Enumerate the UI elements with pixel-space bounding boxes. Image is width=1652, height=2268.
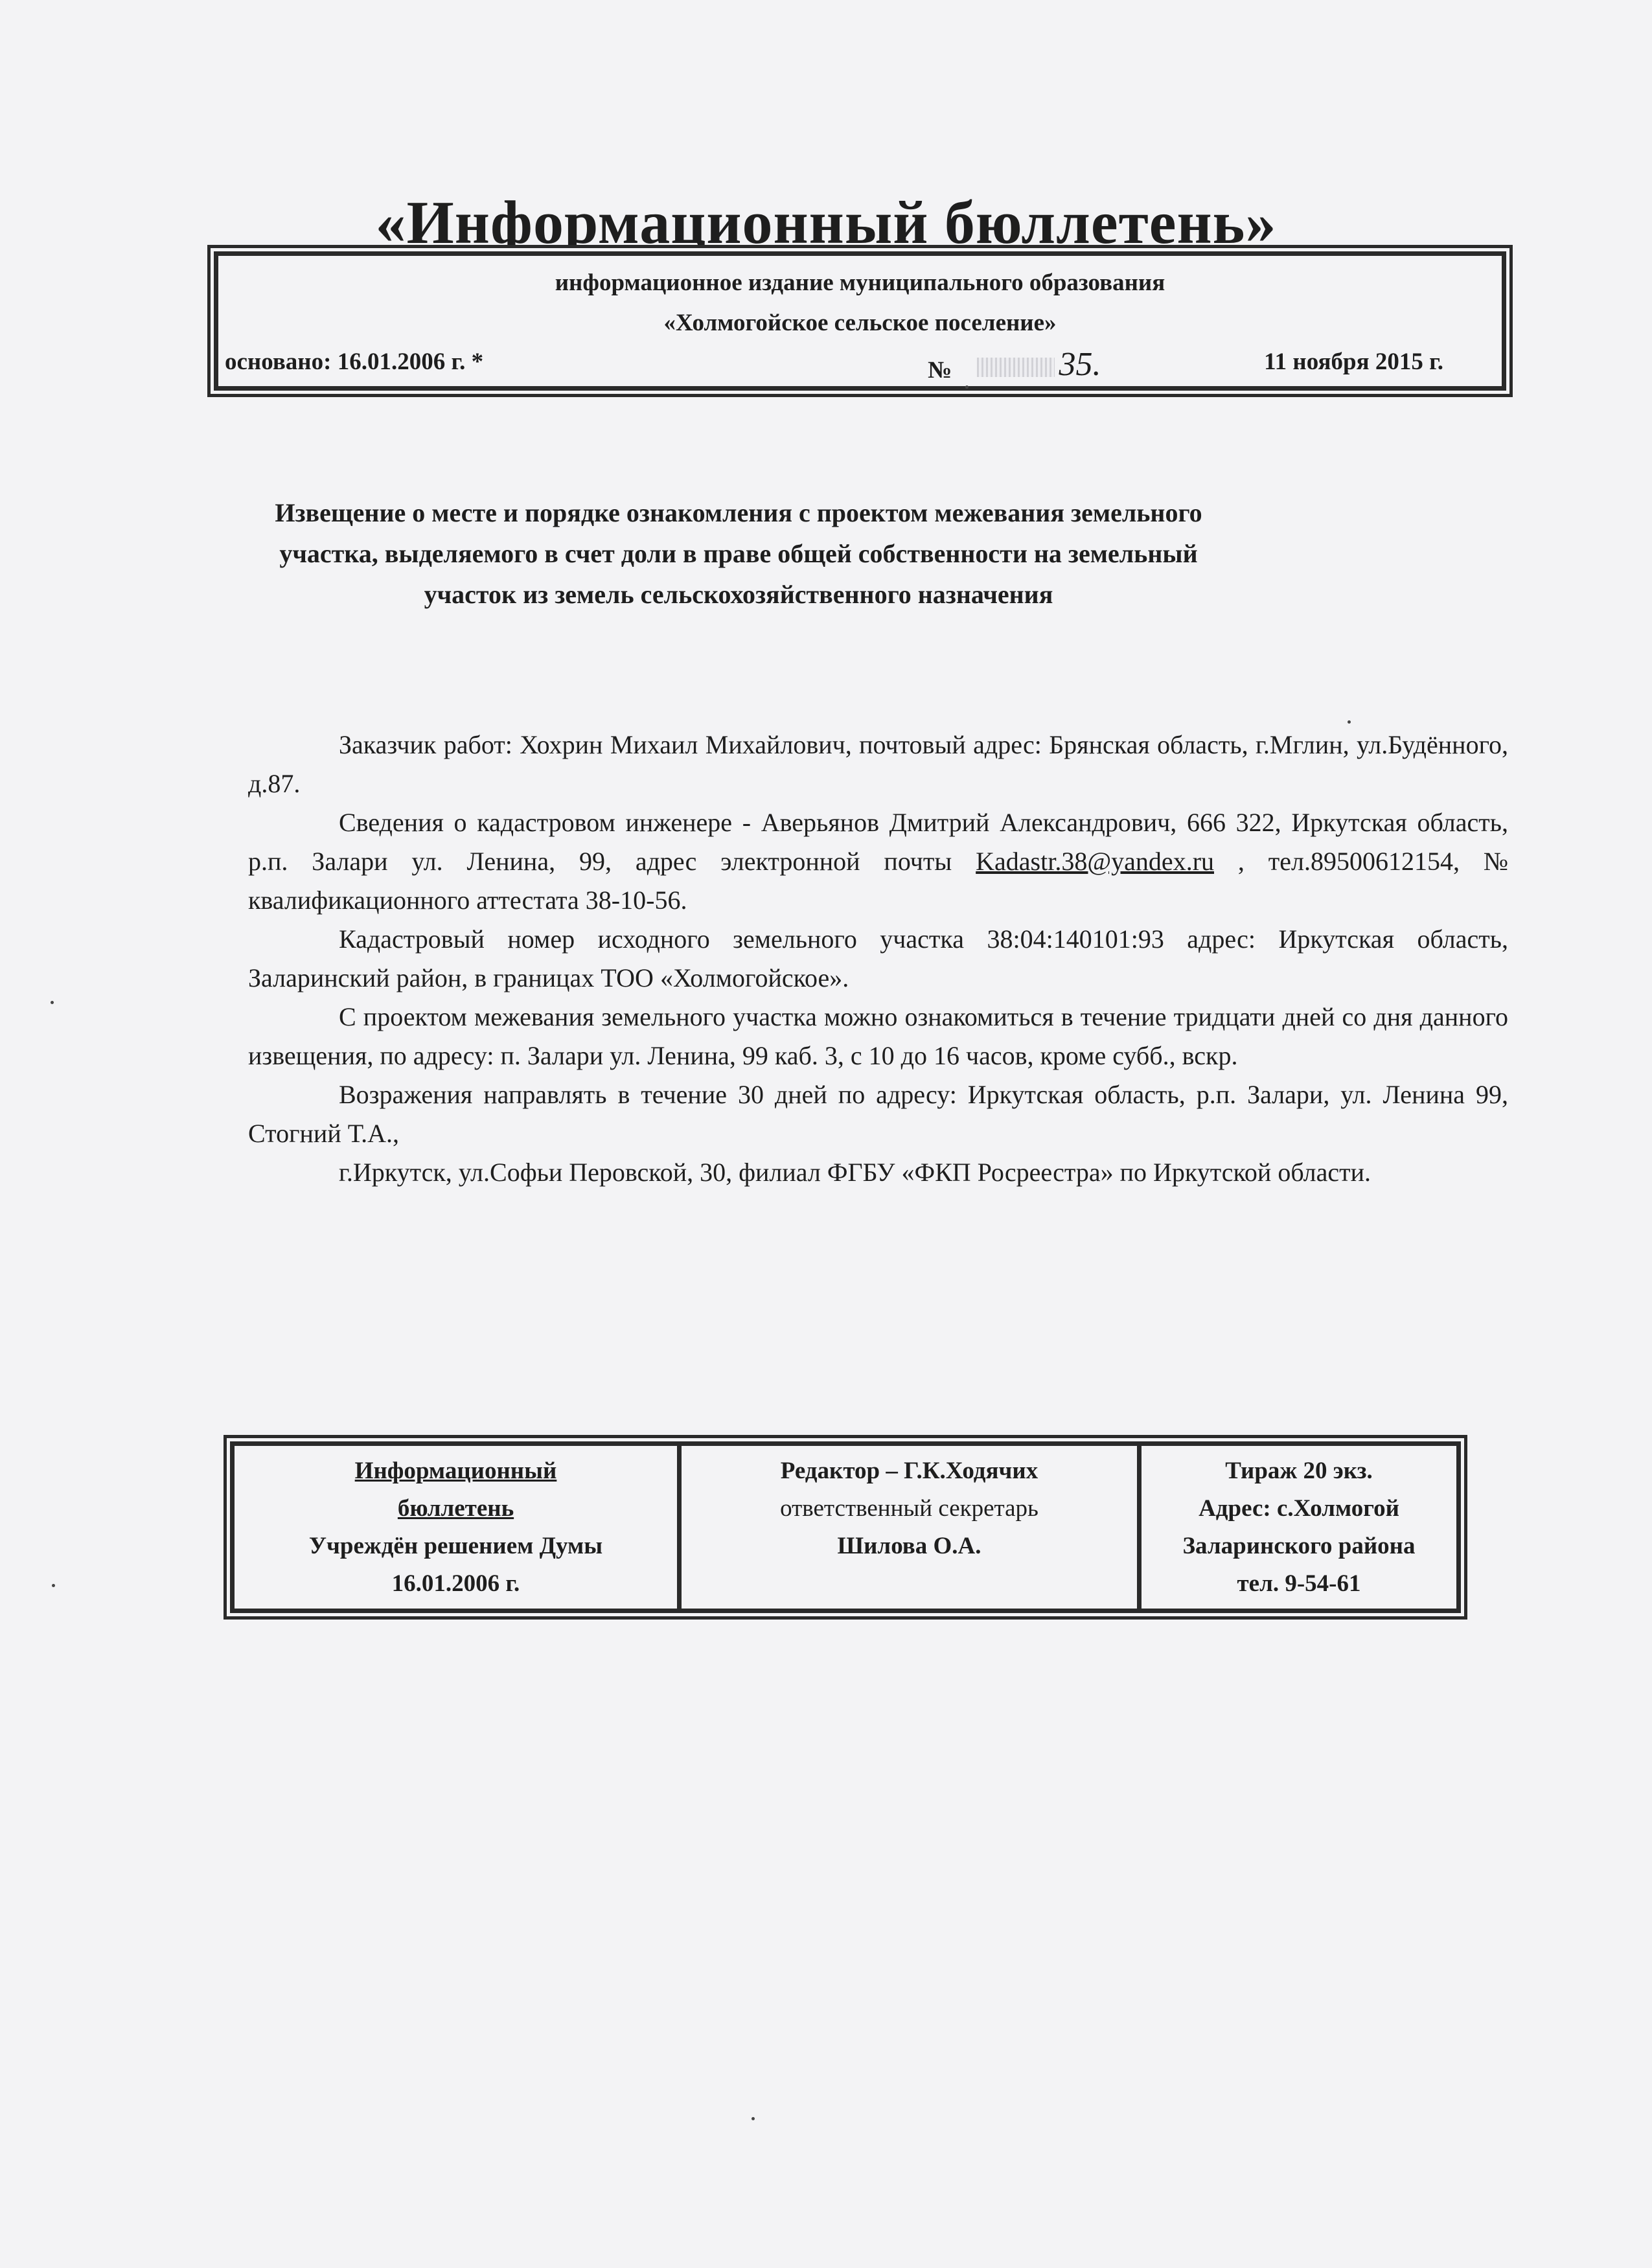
bulletin-title: «Информационный бюллетень» (375, 189, 1277, 257)
engineer-paragraph (248, 803, 1508, 920)
footer-print-run: Тираж 20 экз. (1225, 1458, 1373, 1484)
notice-body (248, 726, 1508, 1192)
header-box (214, 251, 1506, 391)
notice-title: Извещение о месте и порядке ознакомления с проектом межевания земельного участка, выделяемого в счет доли в праве общей собственности на земельный участок из земель сельскохозяйственного назначения (275, 498, 1202, 609)
header-issue-number (928, 348, 1101, 386)
engineer-text-end: , тел.89500612154, № квалификационного аттестата 38-10-56. (248, 847, 1508, 915)
email-link[interactable]: Kadastr.38@yandex.ru (976, 847, 1215, 876)
review-paragraph: С проектом межевания земельного участка можно ознакомиться в течение тридцати дней со дня данного извещения, по адресу: п. Залари ул. Ленина, 99 каб. 3, с 10 до 16 часов, кроме субб., вскр. (248, 1002, 1508, 1070)
scan-speck (751, 2117, 755, 2120)
rosreestr-paragraph: г.Иркутск, ул.Софьи Перовской, 30, филиал ФГБУ «ФКП Росреестра» по Иркутской области. (339, 1158, 1371, 1187)
scan-speck (965, 385, 969, 389)
header-settlement-line: «Холмогойское сельское поселение» (663, 310, 1057, 336)
scan-speck (52, 1584, 55, 1587)
issue-number-handwritten: 35. (977, 345, 1101, 384)
issue-number-label: № (928, 357, 952, 384)
footer-editors (682, 1446, 1141, 1609)
footer-editor: Редактор – Г.К.Ходячих (780, 1458, 1038, 1484)
engineer-text-start: Сведения о кадастровом инженере - Аверьянов Дмитрий Александрович, 666 322, Иркутская область, р.п. Залари ул. Ленина, 99, адрес электронной почты (248, 808, 1508, 876)
footer-bulletin-name-1: Информационный (354, 1458, 557, 1484)
scan-speck (51, 1001, 54, 1004)
customer-paragraph: Заказчик работ: Хохрин Михаил Михайлович, почтовый адрес: Брянская область, г.Мглин, ул.Будённого, д.87. (248, 730, 1508, 798)
objections-paragraph: Возражения направлять в течение 30 дней по адресу: Иркутская область, р.п. Залари, ул. Ленина 99, Стогний Т.А., (248, 1080, 1508, 1148)
footer-phone: тел. 9-54-61 (1237, 1570, 1361, 1597)
scan-speck (1348, 720, 1351, 724)
footer-secretary-role: ответственный секретарь (780, 1495, 1038, 1522)
footer-bulletin-name-2: бюллетень (397, 1495, 514, 1522)
footer-founded-date: 16.01.2006 г. (391, 1570, 520, 1597)
footer-founded-by: Учреждён решением Думы (308, 1533, 603, 1559)
footer-circulation (1141, 1446, 1456, 1609)
header-publisher-line: информационное издание муниципального образования (555, 269, 1165, 296)
footer-address: Адрес: с.Холмогой (1199, 1495, 1399, 1522)
header-founded-date: основано: 16.01.2006 г. * (225, 349, 484, 375)
cadastral-paragraph: Кадастровый номер исходного земельного участка 38:04:140101:93 адрес: Иркутская область, Заларинский район, в границах ТОО «Холмогойское». (248, 924, 1508, 992)
footer-bulletin-info (235, 1446, 682, 1609)
footer-district: Заларинского района (1182, 1533, 1416, 1559)
header-issue-date: 11 ноября 2015 г. (1264, 349, 1443, 375)
footer-secretary-name: Шилова О.А. (837, 1533, 981, 1559)
footer-box (230, 1441, 1461, 1613)
